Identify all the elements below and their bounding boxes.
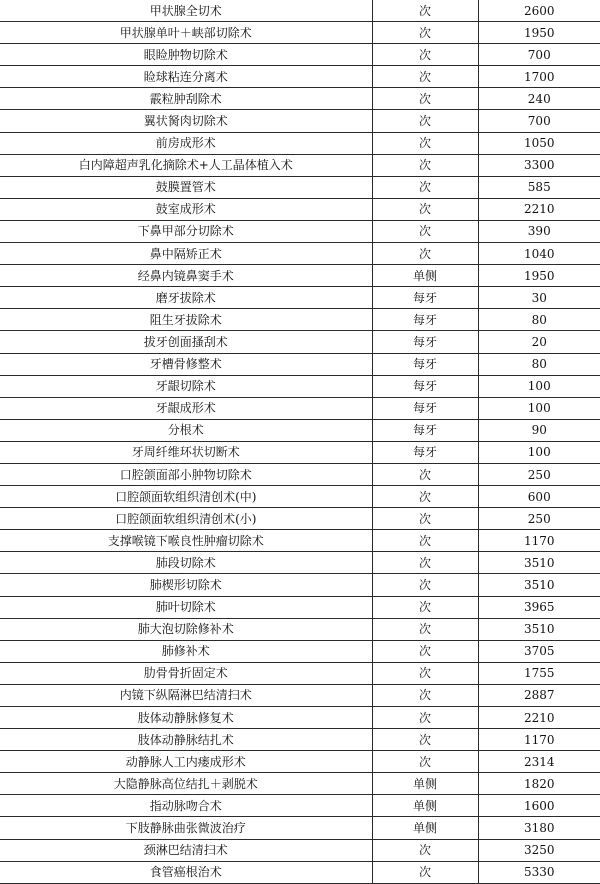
unit-cell: 每牙 bbox=[372, 353, 478, 375]
table-row bbox=[0, 88, 600, 110]
procedure-name-cell: 睑球粘连分离术 bbox=[0, 66, 372, 88]
table-row bbox=[0, 110, 600, 132]
table-row bbox=[0, 596, 600, 618]
price-cell: 2887 bbox=[478, 684, 600, 706]
unit-cell: 次 bbox=[372, 530, 478, 552]
price-cell: 2600 bbox=[478, 0, 600, 22]
procedure-name-cell: 肺楔形切除术 bbox=[0, 574, 372, 596]
table-row bbox=[0, 552, 600, 574]
procedure-name-cell: 肺叶切除术 bbox=[0, 596, 372, 618]
price-cell: 80 bbox=[478, 353, 600, 375]
unit-cell: 次 bbox=[372, 751, 478, 773]
table-row bbox=[0, 861, 600, 883]
price-cell: 1170 bbox=[478, 530, 600, 552]
unit-cell: 次 bbox=[372, 463, 478, 485]
unit-cell: 单侧 bbox=[372, 265, 478, 287]
unit-cell: 次 bbox=[372, 0, 478, 22]
procedure-name-cell: 鼓膜置管术 bbox=[0, 176, 372, 198]
table-row bbox=[0, 287, 600, 309]
unit-cell: 单侧 bbox=[372, 795, 478, 817]
table-row bbox=[0, 640, 600, 662]
price-cell: 3510 bbox=[478, 552, 600, 574]
table-row bbox=[0, 684, 600, 706]
unit-cell: 次 bbox=[372, 198, 478, 220]
unit-cell: 次 bbox=[372, 861, 478, 883]
unit-cell: 次 bbox=[372, 729, 478, 751]
price-cell: 20 bbox=[478, 331, 600, 353]
price-cell: 3510 bbox=[478, 618, 600, 640]
unit-cell: 次 bbox=[372, 574, 478, 596]
unit-cell: 次 bbox=[372, 110, 478, 132]
price-cell: 1700 bbox=[478, 66, 600, 88]
table-row bbox=[0, 751, 600, 773]
unit-cell: 次 bbox=[372, 220, 478, 242]
table-row bbox=[0, 508, 600, 530]
unit-cell: 次 bbox=[372, 243, 478, 265]
unit-cell: 次 bbox=[372, 640, 478, 662]
unit-cell: 次 bbox=[372, 707, 478, 729]
procedure-name-cell: 霰粒肿刮除术 bbox=[0, 88, 372, 110]
price-cell: 1040 bbox=[478, 243, 600, 265]
price-cell: 3705 bbox=[478, 640, 600, 662]
procedure-name-cell: 鼓室成形术 bbox=[0, 198, 372, 220]
unit-cell: 次 bbox=[372, 618, 478, 640]
procedure-name-cell: 口腔颌面软组织清创术(中) bbox=[0, 486, 372, 508]
procedure-name-cell: 牙龈切除术 bbox=[0, 375, 372, 397]
table-row bbox=[0, 441, 600, 463]
table-row bbox=[0, 729, 600, 751]
procedure-name-cell: 前房成形术 bbox=[0, 132, 372, 154]
table-row bbox=[0, 154, 600, 176]
unit-cell: 次 bbox=[372, 486, 478, 508]
table-row bbox=[0, 839, 600, 861]
price-cell: 90 bbox=[478, 419, 600, 441]
unit-cell: 每牙 bbox=[372, 287, 478, 309]
procedure-name-cell: 大隐静脉高位结扎＋剥脱术 bbox=[0, 773, 372, 795]
procedure-name-cell: 食管癌根治术 bbox=[0, 861, 372, 883]
procedure-name-cell: 甲状腺单叶＋峡部切除术 bbox=[0, 22, 372, 44]
procedure-name-cell: 经鼻内镜鼻窦手术 bbox=[0, 265, 372, 287]
procedure-name-cell: 甲状腺全切术 bbox=[0, 0, 372, 22]
table-row bbox=[0, 331, 600, 353]
unit-cell: 次 bbox=[372, 132, 478, 154]
unit-cell: 单侧 bbox=[372, 817, 478, 839]
price-cell: 3300 bbox=[478, 154, 600, 176]
procedure-name-cell: 牙龈成形术 bbox=[0, 397, 372, 419]
procedure-name-cell: 翼状胬肉切除术 bbox=[0, 110, 372, 132]
price-cell: 3250 bbox=[478, 839, 600, 861]
price-cell: 3510 bbox=[478, 574, 600, 596]
price-cell: 1950 bbox=[478, 265, 600, 287]
price-cell: 1170 bbox=[478, 729, 600, 751]
table-row bbox=[0, 574, 600, 596]
table-row bbox=[0, 176, 600, 198]
procedure-name-cell: 下鼻甲部分切除术 bbox=[0, 220, 372, 242]
price-cell: 1600 bbox=[478, 795, 600, 817]
price-cell: 250 bbox=[478, 463, 600, 485]
price-cell: 3965 bbox=[478, 596, 600, 618]
procedure-name-cell: 磨牙拔除术 bbox=[0, 287, 372, 309]
procedure-name-cell: 肺修补术 bbox=[0, 640, 372, 662]
table-row bbox=[0, 44, 600, 66]
price-cell: 585 bbox=[478, 176, 600, 198]
procedure-name-cell: 阻生牙拔除术 bbox=[0, 309, 372, 331]
price-cell: 2210 bbox=[478, 707, 600, 729]
procedure-name-cell: 内镜下纵隔淋巴结清扫术 bbox=[0, 684, 372, 706]
procedure-name-cell: 指动脉吻合术 bbox=[0, 795, 372, 817]
unit-cell: 每牙 bbox=[372, 375, 478, 397]
unit-cell: 次 bbox=[372, 66, 478, 88]
table-row bbox=[0, 22, 600, 44]
procedure-name-cell: 支撑喉镜下喉良性肿瘤切除术 bbox=[0, 530, 372, 552]
unit-cell: 次 bbox=[372, 839, 478, 861]
procedure-name-cell: 牙槽骨修整术 bbox=[0, 353, 372, 375]
table-row bbox=[0, 220, 600, 242]
price-cell: 250 bbox=[478, 508, 600, 530]
procedure-name-cell: 下肢静脉曲张微波治疗 bbox=[0, 817, 372, 839]
table-row bbox=[0, 817, 600, 839]
table-row bbox=[0, 0, 600, 22]
table-row bbox=[0, 265, 600, 287]
unit-cell: 次 bbox=[372, 44, 478, 66]
procedure-name-cell: 口腔颌面软组织清创术(小) bbox=[0, 508, 372, 530]
price-cell: 30 bbox=[478, 287, 600, 309]
unit-cell: 次 bbox=[372, 88, 478, 110]
table-row bbox=[0, 773, 600, 795]
price-cell: 1755 bbox=[478, 662, 600, 684]
table-row bbox=[0, 397, 600, 419]
unit-cell: 次 bbox=[372, 22, 478, 44]
table-row bbox=[0, 530, 600, 552]
price-cell: 100 bbox=[478, 375, 600, 397]
procedure-name-cell: 分根术 bbox=[0, 419, 372, 441]
procedure-name-cell: 口腔颌面部小肿物切除术 bbox=[0, 463, 372, 485]
table-row bbox=[0, 353, 600, 375]
unit-cell: 每牙 bbox=[372, 397, 478, 419]
price-cell: 5330 bbox=[478, 861, 600, 883]
unit-cell: 次 bbox=[372, 176, 478, 198]
procedure-name-cell: 肢体动静脉结扎术 bbox=[0, 729, 372, 751]
unit-cell: 次 bbox=[372, 596, 478, 618]
price-cell: 80 bbox=[478, 309, 600, 331]
unit-cell: 每牙 bbox=[372, 419, 478, 441]
price-cell: 600 bbox=[478, 486, 600, 508]
unit-cell: 次 bbox=[372, 684, 478, 706]
price-cell: 100 bbox=[478, 397, 600, 419]
procedure-name-cell: 牙周纤维环状切断术 bbox=[0, 441, 372, 463]
price-cell: 700 bbox=[478, 110, 600, 132]
price-cell: 390 bbox=[478, 220, 600, 242]
table-row bbox=[0, 419, 600, 441]
price-cell: 2314 bbox=[478, 751, 600, 773]
table-row bbox=[0, 463, 600, 485]
unit-cell: 次 bbox=[372, 154, 478, 176]
table-row bbox=[0, 795, 600, 817]
procedure-name-cell: 拔牙创面搔刮术 bbox=[0, 331, 372, 353]
procedure-name-cell: 动静脉人工内瘘成形术 bbox=[0, 751, 372, 773]
procedure-name-cell: 白内障超声乳化摘除术+人工晶体植入术 bbox=[0, 154, 372, 176]
procedure-name-cell: 鼻中隔矫正术 bbox=[0, 243, 372, 265]
unit-cell: 次 bbox=[372, 552, 478, 574]
unit-cell: 每牙 bbox=[372, 441, 478, 463]
procedure-name-cell: 颈淋巴结清扫术 bbox=[0, 839, 372, 861]
procedure-name-cell: 肋骨骨折固定术 bbox=[0, 662, 372, 684]
table-row bbox=[0, 618, 600, 640]
table-row bbox=[0, 486, 600, 508]
table-row bbox=[0, 243, 600, 265]
procedure-name-cell: 眼睑肿物切除术 bbox=[0, 44, 372, 66]
unit-cell: 次 bbox=[372, 662, 478, 684]
procedure-name-cell: 肺大泡切除修补术 bbox=[0, 618, 372, 640]
table-row bbox=[0, 132, 600, 154]
table-row bbox=[0, 662, 600, 684]
table-row bbox=[0, 309, 600, 331]
price-cell: 240 bbox=[478, 88, 600, 110]
procedure-name-cell: 肺段切除术 bbox=[0, 552, 372, 574]
unit-cell: 次 bbox=[372, 508, 478, 530]
table-row bbox=[0, 375, 600, 397]
table-row bbox=[0, 198, 600, 220]
price-cell: 1050 bbox=[478, 132, 600, 154]
procedure-name-cell: 肢体动静脉修复术 bbox=[0, 707, 372, 729]
table-row bbox=[0, 707, 600, 729]
price-cell: 2210 bbox=[478, 198, 600, 220]
price-cell: 1950 bbox=[478, 22, 600, 44]
price-cell: 3180 bbox=[478, 817, 600, 839]
price-cell: 700 bbox=[478, 44, 600, 66]
price-cell: 1820 bbox=[478, 773, 600, 795]
unit-cell: 每牙 bbox=[372, 309, 478, 331]
price-cell: 100 bbox=[478, 441, 600, 463]
unit-cell: 每牙 bbox=[372, 331, 478, 353]
unit-cell: 单侧 bbox=[372, 773, 478, 795]
table-row bbox=[0, 66, 600, 88]
